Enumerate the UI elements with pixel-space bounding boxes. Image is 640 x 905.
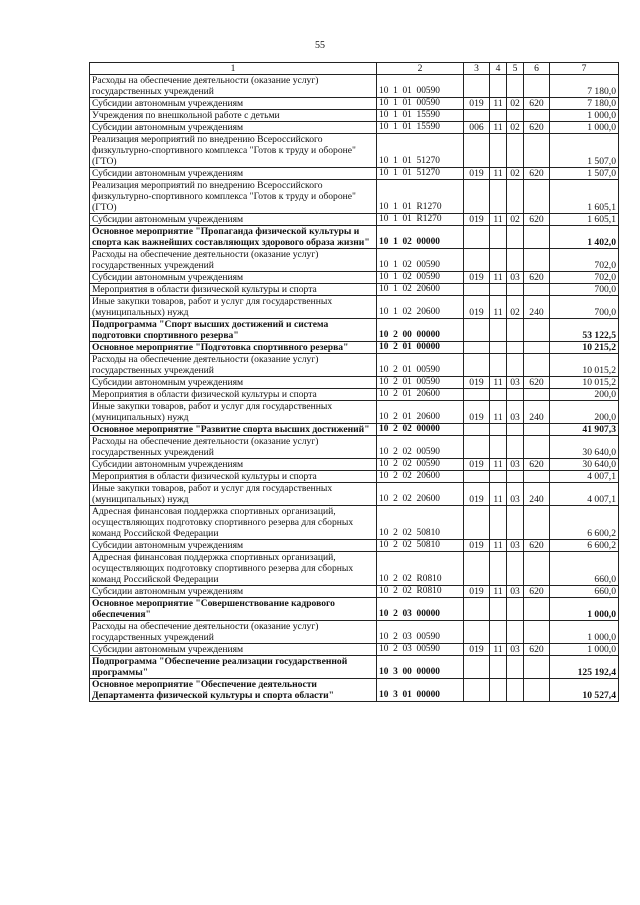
row-col3-cell [464, 679, 490, 702]
row-col5-cell [507, 342, 524, 354]
row-col6-cell [524, 134, 550, 168]
row-col5-cell: 03 [507, 644, 524, 656]
row-col6-cell [524, 598, 550, 621]
row-col3-cell [464, 552, 490, 586]
row-amount-cell: 10 015,2 [550, 377, 619, 389]
row-code-cell: 10 1 01 51270 [377, 134, 464, 168]
table-row [90, 180, 619, 214]
row-code-cell: 10 2 03 00590 [377, 644, 464, 656]
row-name-cell: Иные закупки товаров, работ и услуг для государственных (муниципальных) нужд [90, 483, 377, 506]
row-amount-cell: 30 640,0 [550, 436, 619, 459]
header-col-4: 4 [490, 63, 507, 75]
row-amount-cell: 10 527,4 [550, 679, 619, 702]
row-name-cell: Адресная финансовая поддержка спортивных организаций, осуществляющих подготовку спортивного резерва для сборных команд Российской Федерации [90, 506, 377, 540]
header-col-5: 5 [507, 63, 524, 75]
row-amount-cell: 53 122,5 [550, 319, 619, 342]
row-col5-cell [507, 471, 524, 483]
row-amount-cell: 10 215,2 [550, 342, 619, 354]
table-row [90, 401, 619, 424]
table-row [90, 389, 619, 401]
row-col6-cell [524, 75, 550, 98]
table-row [90, 471, 619, 483]
row-col3-cell: 019 [464, 168, 490, 180]
table-row [90, 436, 619, 459]
row-amount-cell: 1 000,0 [550, 598, 619, 621]
row-col3-cell [464, 656, 490, 679]
table-row [90, 540, 619, 552]
row-col4-cell [490, 284, 507, 296]
row-col6-cell [524, 471, 550, 483]
row-col6-cell: 620 [524, 98, 550, 110]
row-col6-cell: 620 [524, 644, 550, 656]
row-amount-cell: 700,0 [550, 296, 619, 319]
row-col3-cell [464, 134, 490, 168]
row-col3-cell: 019 [464, 540, 490, 552]
row-name-cell: Мероприятия в области физической культуры и спорта [90, 471, 377, 483]
row-amount-cell: 200,0 [550, 401, 619, 424]
row-col3-cell [464, 110, 490, 122]
row-code-cell: 10 1 01 R1270 [377, 214, 464, 226]
table-row [90, 644, 619, 656]
row-code-cell: 10 1 02 00590 [377, 272, 464, 284]
row-col3-cell: 019 [464, 272, 490, 284]
row-col6-cell [524, 342, 550, 354]
row-col3-cell [464, 226, 490, 249]
row-code-cell: 10 2 02 00000 [377, 424, 464, 436]
table-row [90, 483, 619, 506]
row-col3-cell [464, 342, 490, 354]
table-row [90, 249, 619, 272]
row-col6-cell: 240 [524, 296, 550, 319]
row-col4-cell: 11 [490, 98, 507, 110]
row-code-cell: 10 2 02 00590 [377, 436, 464, 459]
row-col4-cell [490, 342, 507, 354]
row-name-cell: Расходы на обеспечение деятельности (оказание услуг) государственных учреждений [90, 75, 377, 98]
row-name-cell: Субсидии автономным учреждениям [90, 98, 377, 110]
row-col4-cell [490, 180, 507, 214]
row-col4-cell: 11 [490, 644, 507, 656]
row-col5-cell [507, 598, 524, 621]
row-col3-cell [464, 471, 490, 483]
row-col5-cell [507, 110, 524, 122]
row-code-cell: 10 1 01 00590 [377, 75, 464, 98]
row-amount-cell: 1 402,0 [550, 226, 619, 249]
row-col5-cell [507, 424, 524, 436]
row-col6-cell: 620 [524, 586, 550, 598]
row-col5-cell [507, 679, 524, 702]
row-col4-cell: 11 [490, 377, 507, 389]
table-row [90, 506, 619, 540]
row-col6-cell [524, 249, 550, 272]
row-col4-cell [490, 226, 507, 249]
row-col4-cell [490, 598, 507, 621]
row-name-cell: Субсидии автономным учреждениям [90, 377, 377, 389]
table-row [90, 552, 619, 586]
row-name-cell: Субсидии автономным учреждениям [90, 214, 377, 226]
row-code-cell: 10 2 03 00000 [377, 598, 464, 621]
row-col5-cell [507, 552, 524, 586]
row-amount-cell: 1 000,0 [550, 122, 619, 134]
row-col5-cell [507, 436, 524, 459]
header-col-3: 3 [464, 63, 490, 75]
row-code-cell: 10 2 02 20600 [377, 471, 464, 483]
header-col-7: 7 [550, 63, 619, 75]
row-code-cell: 10 2 01 00590 [377, 354, 464, 377]
row-col4-cell [490, 110, 507, 122]
row-name-cell: Подпрограмма "Обеспечение реализации государственной программы" [90, 656, 377, 679]
row-code-cell: 10 1 01 51270 [377, 168, 464, 180]
row-col4-cell [490, 424, 507, 436]
row-name-cell: Субсидии автономным учреждениям [90, 540, 377, 552]
row-amount-cell: 6 600,2 [550, 506, 619, 540]
row-col3-cell [464, 621, 490, 644]
row-name-cell: Расходы на обеспечение деятельности (оказание услуг) государственных учреждений [90, 621, 377, 644]
row-col4-cell [490, 134, 507, 168]
row-col6-cell [524, 506, 550, 540]
row-col6-cell [524, 319, 550, 342]
row-amount-cell: 6 600,2 [550, 540, 619, 552]
row-col4-cell: 11 [490, 586, 507, 598]
row-code-cell: 10 2 01 20600 [377, 401, 464, 424]
table-row [90, 272, 619, 284]
row-name-cell: Учреждения по внешкольной работе с детьми [90, 110, 377, 122]
table-row [90, 621, 619, 644]
row-col3-cell [464, 354, 490, 377]
row-name-cell: Мероприятия в области физической культуры и спорта [90, 389, 377, 401]
row-name-cell: Основное мероприятие "Обеспечение деятельности Департамента физической культуры и спорта области" [90, 679, 377, 702]
row-col6-cell [524, 621, 550, 644]
row-col4-cell [490, 552, 507, 586]
row-col5-cell [507, 656, 524, 679]
table-row [90, 75, 619, 98]
row-name-cell: Реализация мероприятий по внедрению Всероссийского физкультурно-спортивного комплекса "Готов к труду и обороне" (ГТО) [90, 180, 377, 214]
row-code-cell: 10 1 01 R1270 [377, 180, 464, 214]
row-amount-cell: 660,0 [550, 552, 619, 586]
row-col3-cell [464, 319, 490, 342]
row-amount-cell: 1 605,1 [550, 180, 619, 214]
row-col4-cell [490, 436, 507, 459]
row-col4-cell [490, 506, 507, 540]
row-col5-cell: 02 [507, 122, 524, 134]
row-amount-cell: 4 007,1 [550, 483, 619, 506]
row-col6-cell [524, 284, 550, 296]
row-col5-cell: 03 [507, 377, 524, 389]
table-row [90, 679, 619, 702]
row-amount-cell: 700,0 [550, 284, 619, 296]
row-amount-cell: 1 000,0 [550, 110, 619, 122]
row-col4-cell: 11 [490, 214, 507, 226]
row-col3-cell: 019 [464, 586, 490, 598]
row-col3-cell: 006 [464, 122, 490, 134]
row-col6-cell: 240 [524, 483, 550, 506]
row-col5-cell [507, 354, 524, 377]
row-col5-cell [507, 621, 524, 644]
row-col3-cell [464, 249, 490, 272]
row-col4-cell [490, 354, 507, 377]
row-col4-cell: 11 [490, 459, 507, 471]
row-col6-cell [524, 679, 550, 702]
page-number: 55 [315, 40, 325, 51]
row-col3-cell: 019 [464, 377, 490, 389]
row-amount-cell: 1 507,0 [550, 134, 619, 168]
row-col3-cell: 019 [464, 296, 490, 319]
row-amount-cell: 7 180,0 [550, 98, 619, 110]
row-col4-cell [490, 249, 507, 272]
row-col3-cell [464, 598, 490, 621]
row-col5-cell: 02 [507, 214, 524, 226]
row-code-cell: 10 2 01 20600 [377, 389, 464, 401]
budget-table [89, 62, 619, 702]
row-name-cell: Подпрограмма "Спорт высших достижений и система подготовки спортивного резерва" [90, 319, 377, 342]
table-row [90, 424, 619, 436]
row-col3-cell [464, 180, 490, 214]
table-row [90, 598, 619, 621]
row-col4-cell: 11 [490, 483, 507, 506]
table-row [90, 122, 619, 134]
row-name-cell: Адресная финансовая поддержка спортивных организаций, осуществляющих подготовку спортивного резерва для сборных команд Российской Федерации [90, 552, 377, 586]
row-col4-cell [490, 389, 507, 401]
row-col6-cell: 620 [524, 122, 550, 134]
row-col5-cell: 03 [507, 401, 524, 424]
row-col5-cell [507, 226, 524, 249]
row-col4-cell: 11 [490, 272, 507, 284]
row-col4-cell [490, 319, 507, 342]
row-col6-cell: 620 [524, 377, 550, 389]
table-row [90, 214, 619, 226]
row-col4-cell [490, 471, 507, 483]
table-row [90, 354, 619, 377]
table-row [90, 98, 619, 110]
row-col4-cell: 11 [490, 401, 507, 424]
row-amount-cell: 125 192,4 [550, 656, 619, 679]
row-col3-cell [464, 424, 490, 436]
table-row [90, 656, 619, 679]
row-code-cell: 10 1 02 00000 [377, 226, 464, 249]
row-amount-cell: 10 015,2 [550, 354, 619, 377]
row-col4-cell [490, 656, 507, 679]
row-col6-cell: 620 [524, 540, 550, 552]
row-amount-cell: 702,0 [550, 249, 619, 272]
row-col5-cell: 03 [507, 540, 524, 552]
row-code-cell: 10 2 02 00590 [377, 459, 464, 471]
row-col4-cell [490, 679, 507, 702]
row-col5-cell [507, 75, 524, 98]
row-col6-cell: 620 [524, 459, 550, 471]
row-col3-cell: 019 [464, 459, 490, 471]
row-col3-cell: 019 [464, 483, 490, 506]
row-name-cell: Субсидии автономным учреждениям [90, 168, 377, 180]
row-col3-cell [464, 75, 490, 98]
header-col-1: 1 [90, 63, 377, 75]
row-code-cell: 10 1 02 00590 [377, 249, 464, 272]
row-col4-cell [490, 621, 507, 644]
row-col4-cell: 11 [490, 296, 507, 319]
row-amount-cell: 660,0 [550, 586, 619, 598]
row-code-cell: 10 2 02 R0810 [377, 552, 464, 586]
row-code-cell: 10 1 01 00590 [377, 98, 464, 110]
table-row [90, 110, 619, 122]
row-col5-cell [507, 389, 524, 401]
header-row [90, 63, 619, 75]
row-code-cell: 10 2 01 00000 [377, 342, 464, 354]
row-code-cell: 10 1 02 20600 [377, 284, 464, 296]
row-col6-cell [524, 552, 550, 586]
header-col-6: 6 [524, 63, 550, 75]
row-amount-cell: 41 907,3 [550, 424, 619, 436]
row-col6-cell [524, 389, 550, 401]
row-col5-cell: 03 [507, 459, 524, 471]
row-col5-cell [507, 134, 524, 168]
row-code-cell: 10 1 01 15590 [377, 110, 464, 122]
row-amount-cell: 4 007,1 [550, 471, 619, 483]
row-name-cell: Основное мероприятие "Подготовка спортивного резерва" [90, 342, 377, 354]
row-name-cell: Расходы на обеспечение деятельности (оказание услуг) государственных учреждений [90, 436, 377, 459]
row-col3-cell [464, 506, 490, 540]
row-name-cell: Субсидии автономным учреждениям [90, 272, 377, 284]
row-code-cell: 10 2 02 50810 [377, 540, 464, 552]
table-row [90, 168, 619, 180]
row-col4-cell: 11 [490, 168, 507, 180]
table-row [90, 134, 619, 168]
row-col3-cell [464, 436, 490, 459]
row-col5-cell [507, 506, 524, 540]
row-col6-cell: 240 [524, 401, 550, 424]
row-col6-cell: 620 [524, 168, 550, 180]
row-code-cell: 10 2 02 50810 [377, 506, 464, 540]
row-code-cell: 10 3 00 00000 [377, 656, 464, 679]
row-col6-cell: 620 [524, 214, 550, 226]
row-code-cell: 10 2 02 R0810 [377, 586, 464, 598]
row-name-cell: Субсидии автономным учреждениям [90, 586, 377, 598]
row-amount-cell: 1 507,0 [550, 168, 619, 180]
row-col4-cell: 11 [490, 540, 507, 552]
row-name-cell: Иные закупки товаров, работ и услуг для государственных (муниципальных) нужд [90, 296, 377, 319]
row-col6-cell [524, 436, 550, 459]
row-col5-cell: 03 [507, 483, 524, 506]
row-col5-cell: 02 [507, 98, 524, 110]
row-code-cell: 10 2 03 00590 [377, 621, 464, 644]
row-col5-cell: 03 [507, 586, 524, 598]
row-col4-cell: 11 [490, 122, 507, 134]
row-col4-cell [490, 75, 507, 98]
row-col6-cell [524, 656, 550, 679]
table-row [90, 319, 619, 342]
row-amount-cell: 1 000,0 [550, 644, 619, 656]
row-col5-cell: 02 [507, 168, 524, 180]
row-amount-cell: 1 000,0 [550, 621, 619, 644]
row-name-cell: Мероприятия в области физической культуры и спорта [90, 284, 377, 296]
row-name-cell: Основное мероприятие "Пропаганда физической культуры и спорта как важнейших составляющих здорового образа жизни" [90, 226, 377, 249]
table-row [90, 459, 619, 471]
row-col3-cell [464, 284, 490, 296]
row-col3-cell: 019 [464, 401, 490, 424]
row-code-cell: 10 1 02 20600 [377, 296, 464, 319]
table-row [90, 226, 619, 249]
row-col5-cell [507, 180, 524, 214]
row-col3-cell: 019 [464, 98, 490, 110]
row-code-cell: 10 2 00 00000 [377, 319, 464, 342]
row-name-cell: Субсидии автономным учреждениям [90, 459, 377, 471]
row-amount-cell: 1 605,1 [550, 214, 619, 226]
row-col6-cell [524, 110, 550, 122]
row-code-cell: 10 1 01 15590 [377, 122, 464, 134]
table-row [90, 586, 619, 598]
row-col5-cell [507, 284, 524, 296]
row-name-cell: Расходы на обеспечение деятельности (оказание услуг) государственных учреждений [90, 249, 377, 272]
table-row [90, 296, 619, 319]
row-col6-cell: 620 [524, 272, 550, 284]
row-col5-cell [507, 249, 524, 272]
row-col5-cell [507, 319, 524, 342]
row-name-cell: Субсидии автономным учреждениям [90, 122, 377, 134]
row-name-cell: Реализация мероприятий по внедрению Всероссийского физкультурно-спортивного комплекса "Готов к труду и обороне" (ГТО) [90, 134, 377, 168]
table-row [90, 284, 619, 296]
row-col6-cell [524, 226, 550, 249]
table-row [90, 342, 619, 354]
row-amount-cell: 30 640,0 [550, 459, 619, 471]
row-col6-cell [524, 424, 550, 436]
row-col3-cell: 019 [464, 644, 490, 656]
row-amount-cell: 702,0 [550, 272, 619, 284]
row-code-cell: 10 2 01 00590 [377, 377, 464, 389]
row-name-cell: Основное мероприятие "Совершенствование кадрового обеспечения" [90, 598, 377, 621]
row-amount-cell: 7 180,0 [550, 75, 619, 98]
row-code-cell: 10 3 01 00000 [377, 679, 464, 702]
row-name-cell: Субсидии автономным учреждениям [90, 644, 377, 656]
header-col-2: 2 [377, 63, 464, 75]
row-name-cell: Расходы на обеспечение деятельности (оказание услуг) государственных учреждений [90, 354, 377, 377]
row-code-cell: 10 2 02 20600 [377, 483, 464, 506]
row-col3-cell: 019 [464, 214, 490, 226]
row-col3-cell [464, 389, 490, 401]
row-col6-cell [524, 180, 550, 214]
row-name-cell: Основное мероприятие "Развитие спорта высших достижений" [90, 424, 377, 436]
row-name-cell: Иные закупки товаров, работ и услуг для государственных (муниципальных) нужд [90, 401, 377, 424]
table-row [90, 377, 619, 389]
row-amount-cell: 200,0 [550, 389, 619, 401]
row-col5-cell: 02 [507, 296, 524, 319]
row-col5-cell: 03 [507, 272, 524, 284]
row-col6-cell [524, 354, 550, 377]
